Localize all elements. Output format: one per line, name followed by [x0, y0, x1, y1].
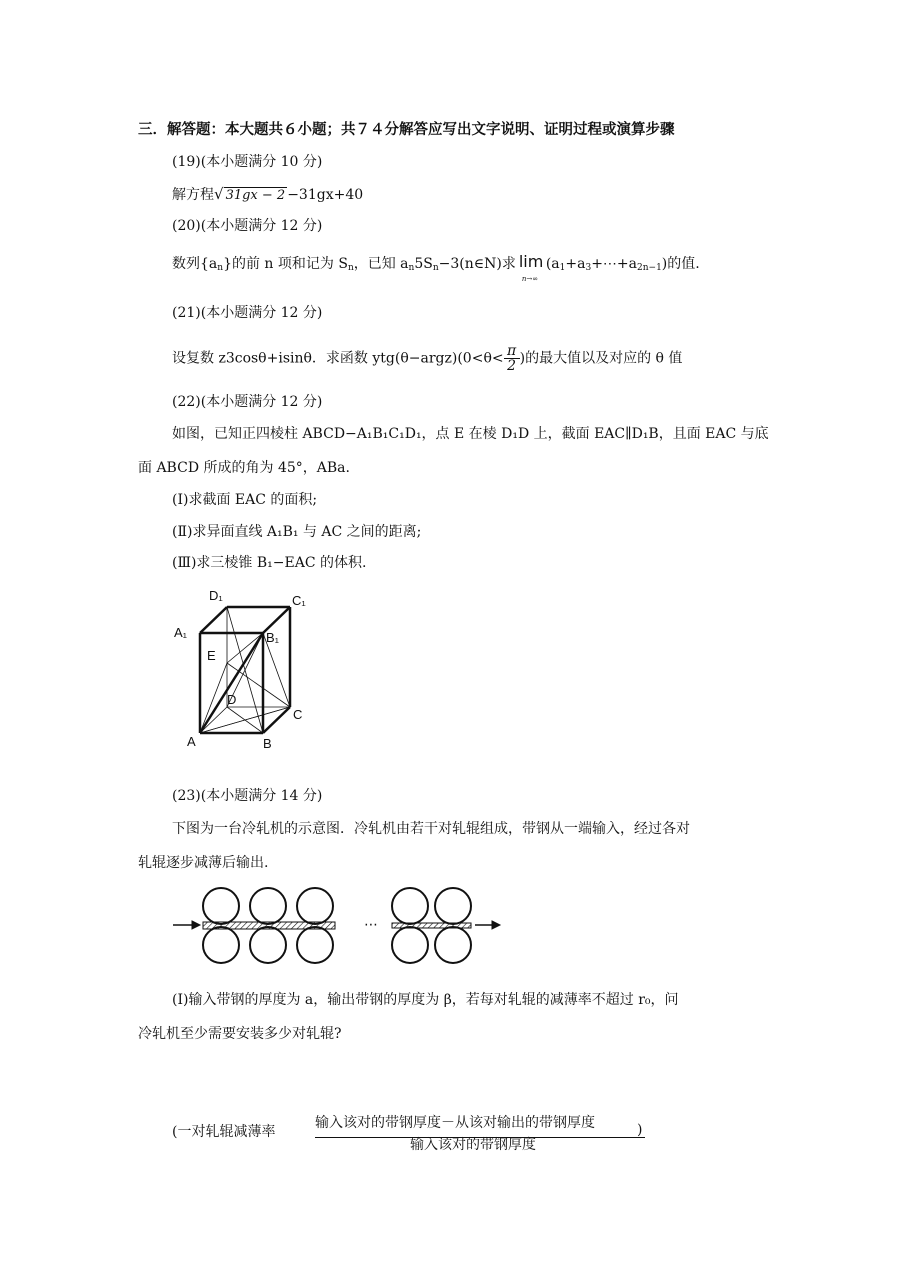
q20-sub-3: n: [408, 263, 415, 273]
lim-under: n→∞: [521, 275, 539, 283]
q19-text-suffix: −31gx+40: [287, 187, 364, 203]
steel-strip-right: [392, 923, 471, 928]
formula-numerator: 输入该对的带钢厚度－从该对输出的带钢厚度: [315, 1115, 595, 1131]
q23-item1-line1: (Ⅰ)输入带钢的厚度为 a，输出带钢的厚度为 β，若每对轧辊的减薄率不超过 r₀，问: [172, 992, 679, 1008]
q23-para-line2: 轧辊逐步减薄后输出.: [138, 855, 269, 871]
label-b: B: [263, 736, 272, 751]
output-arrow: [475, 921, 500, 929]
q20-text-3: ，已知 a: [353, 256, 409, 272]
q19-header: (19)(本小题满分 10 分): [172, 154, 323, 170]
q19-equation: [172, 184, 363, 206]
roller-bottom-5: [435, 927, 471, 963]
pi-numerator: π: [504, 344, 520, 359]
rollers-ellipsis: ⋯: [364, 917, 378, 933]
q20-text-2: }的前 n 项和记为 S: [223, 256, 348, 272]
roller-top-2: [250, 888, 286, 924]
q20-text-9: )的值.: [661, 256, 700, 272]
q20-header: (20)(本小题满分 12 分): [172, 218, 323, 234]
line-e-c: [227, 663, 290, 707]
sqrt-content: 31gx − 2: [225, 188, 286, 203]
q20-sub-5: 1: [559, 263, 566, 273]
q20-sub-6: 3: [585, 263, 592, 273]
q20-problem: [172, 252, 700, 283]
label-c1: C₁: [292, 593, 306, 608]
prism-figure: [165, 585, 325, 755]
q20-text-6: (a: [545, 256, 560, 272]
limit-operator: [516, 252, 546, 283]
q20-text-8: +⋯+a: [591, 256, 637, 272]
q22-header: (22)(本小题满分 12 分): [172, 394, 323, 410]
sqrt-sign: √: [214, 185, 224, 203]
q22-para-line1: 如图，已知正四棱柱 ABCD−A₁B₁C₁D₁，点 E 在棱 D₁D 上，截面 EAC∥D₁B，且面 EAC 与底: [172, 426, 769, 442]
q20-sub-7: 2n−1: [637, 263, 662, 273]
section-heading: 三．解答题：本大题共６小题；共７４分解答应写出文字说明、证明过程或演算步骤: [138, 122, 675, 138]
roller-bottom-2: [250, 927, 286, 963]
roller-bottom-3: [297, 927, 333, 963]
q20-sub-1: n: [217, 263, 224, 273]
q20-text-4: 5S: [414, 256, 433, 272]
input-arrow: [173, 921, 200, 929]
q20-sub-2: n: [347, 263, 354, 273]
label-a: A: [187, 734, 196, 749]
roller-top-4: [392, 888, 428, 924]
q23-item1-line2: 冷轧机至少需要安装多少对轧辊?: [138, 1026, 342, 1042]
q20-text-5: −3(n∈N)求: [438, 256, 516, 272]
q22-para-line2: 面 ABCD 所成的角为 45°，ABa.: [138, 460, 350, 476]
q23-para-line1: 下图为一台冷轧机的示意图．冷轧机由若干对轧辊组成，带钢从一端输入，经过各对: [172, 821, 690, 837]
label-a1: A₁: [174, 625, 188, 640]
q19-text-prefix: 解方程: [172, 187, 214, 203]
q20-text-1: 数列{a: [172, 256, 218, 272]
roller-top-5: [435, 888, 471, 924]
q22-item1: (Ⅰ)求截面 EAC 的面积;: [172, 492, 318, 508]
line-e-b1: [227, 633, 263, 663]
pi-denominator: 2: [507, 358, 517, 374]
q20-sub-4: n: [432, 263, 439, 273]
lim-word: lim: [518, 252, 544, 271]
label-d: D: [227, 692, 237, 707]
rolling-mill-figure: [170, 880, 510, 975]
roller-bottom-1: [203, 927, 239, 963]
q22-item3: (Ⅲ)求三棱锥 B₁−EAC 的体积.: [172, 555, 367, 571]
label-d1: D₁: [209, 588, 223, 603]
formula-close: ): [637, 1122, 643, 1138]
formula-denominator: 输入该对的带钢厚度: [410, 1137, 536, 1153]
q22-item2: (Ⅱ)求异面直线 A₁B₁ 与 AC 之间的距离;: [172, 524, 422, 540]
q20-text-7: +a: [565, 256, 586, 272]
pi-over-2: [504, 344, 520, 373]
roller-bottom-4: [392, 927, 428, 963]
roller-top-3: [297, 888, 333, 924]
q21-header: (21)(本小题满分 12 分): [172, 305, 323, 321]
steel-strip-left: [203, 922, 335, 929]
q21-text-2: )的最大值以及对应的 θ 值: [519, 350, 683, 367]
q21-text-1: 设复数 z3cosθ+isinθ．求函数 ytg(θ−argz)(0<θ<: [172, 350, 504, 367]
label-b1: B₁: [266, 630, 280, 645]
label-e: E: [207, 648, 216, 663]
formula-prefix: (一对轧辊减薄率: [172, 1124, 276, 1140]
q23-header: (23)(本小题满分 14 分): [172, 788, 323, 804]
roller-top-1: [203, 888, 239, 924]
label-c: C: [293, 707, 303, 722]
q21-problem: [172, 344, 682, 373]
edge-a1-d1: [200, 607, 227, 633]
